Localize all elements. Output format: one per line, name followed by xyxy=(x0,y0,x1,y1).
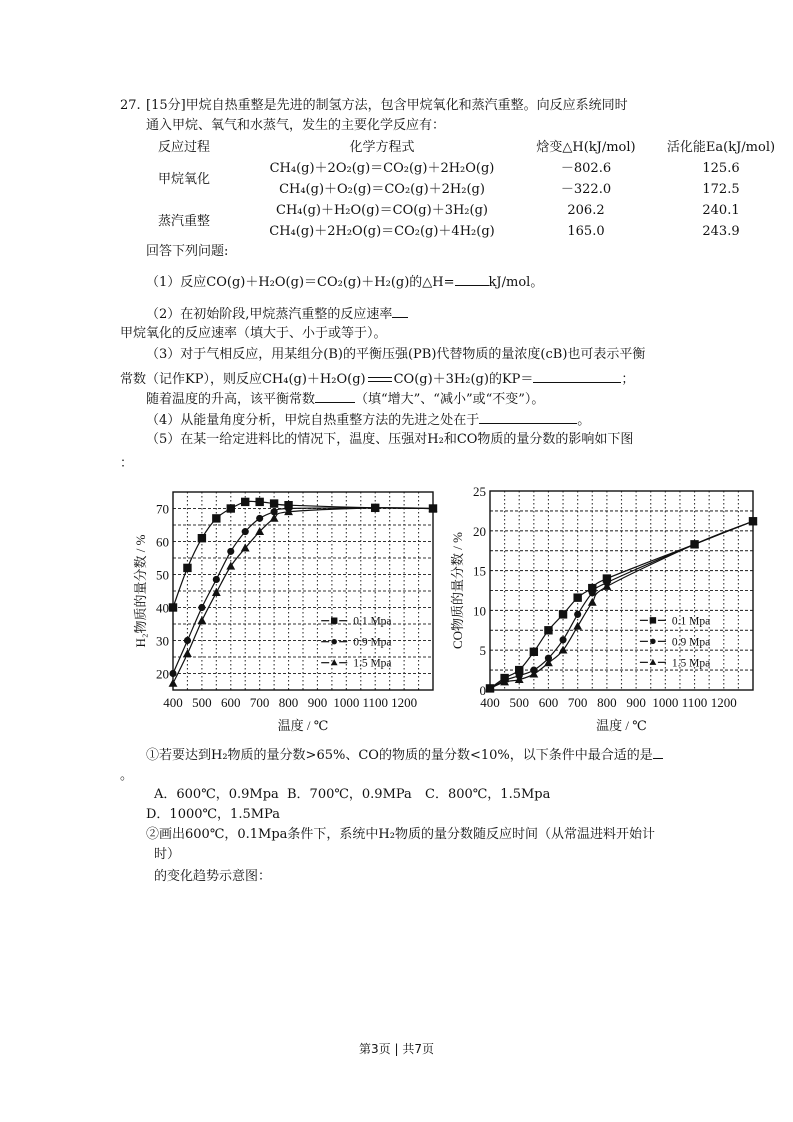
q2-answer-blank[interactable] xyxy=(392,305,408,318)
y-tick-label: 0 xyxy=(479,683,486,698)
y-axis-label: CO物质的量分数 / % xyxy=(450,531,465,650)
x-tick-label: 1000 xyxy=(652,695,679,710)
q4-period: 。 xyxy=(577,413,591,428)
sub-question-2-line1 xyxy=(146,305,408,324)
data-point-circle xyxy=(559,636,566,643)
header-activation: 活化能Ea(kJ/mol) xyxy=(666,140,776,155)
data-point-triangle xyxy=(169,679,178,687)
y-axis-label: H₂物质的量分数 / % xyxy=(133,534,148,648)
data-point-square xyxy=(559,610,567,618)
sub-question-4 xyxy=(146,411,590,430)
data-point-square xyxy=(270,499,278,507)
activation-energy: 243.9 xyxy=(702,224,740,239)
sub1-answer-blank[interactable] xyxy=(653,746,663,759)
sub-question-5-colon: ： xyxy=(120,456,134,471)
process-oxidation: 甲烷氧化 xyxy=(158,171,211,187)
header-process: 反应过程 xyxy=(158,140,211,155)
x-tick-label: 700 xyxy=(249,695,270,710)
sub-question-5-2-line1: ②画出600℃，0.1Mpa条件下，系统中H₂物质的量分数随反应时间（从常温进料开始计 xyxy=(146,827,655,842)
sub-question-3-line2 xyxy=(120,370,634,389)
equilibrium-arrow-icon xyxy=(366,376,394,384)
data-point-triangle xyxy=(212,588,221,596)
enthalpy: －802.6 xyxy=(560,161,612,176)
equation: CH₄(g)＋2O₂(g)＝CO₂(g)＋2H₂O(g) xyxy=(269,161,495,176)
data-point-square xyxy=(212,514,220,522)
question-intro-line2: 通入甲烷、氧气和水蒸气，发生的主要化学反应有： xyxy=(146,118,446,133)
reaction-table xyxy=(148,137,786,242)
data-point-square xyxy=(544,626,552,634)
data-point-circle xyxy=(242,528,249,535)
q4-answer-blank[interactable] xyxy=(479,411,577,424)
x-tick-label: 1200 xyxy=(391,695,418,710)
data-point-triangle xyxy=(183,649,192,657)
legend-label: 0.9 Mpa xyxy=(671,636,711,649)
data-point-triangle xyxy=(588,598,597,606)
data-point-circle xyxy=(256,515,263,522)
x-tick-label: 1100 xyxy=(362,695,388,710)
data-point-circle xyxy=(169,670,176,677)
y-tick-label: 40 xyxy=(156,600,169,616)
y-tick-label: 30 xyxy=(156,633,169,649)
data-point-square xyxy=(183,564,191,572)
equation: CH₄(g)＋H₂O(g)＝CO(g)＋3H₂(g) xyxy=(276,203,488,218)
option-a: A．600℃，0.9Mpa xyxy=(154,787,279,802)
y-tick-label: 70 xyxy=(156,501,169,517)
x-tick-label: 800 xyxy=(597,695,617,710)
q3-text-a: 常数（记作KP），则反应CH₄(g)＋H₂O(g) xyxy=(120,372,366,387)
q1-unit: kJ/mol。 xyxy=(488,275,544,290)
activation-energy: 240.1 xyxy=(702,203,740,218)
legend-label: 0.1 Mpa xyxy=(671,615,711,628)
answer-prompt: 回答下列问题: xyxy=(146,244,229,259)
sub-question-2-line2: 甲烷氧化的反应速率（填大于、小于或等于）。 xyxy=(120,326,387,341)
h2-fraction-chart xyxy=(120,484,450,734)
data-point-square xyxy=(331,618,337,624)
x-tick-label: 1000 xyxy=(333,695,360,710)
activation-energy: 172.5 xyxy=(702,182,740,197)
data-point-circle xyxy=(184,637,191,644)
x-tick-label: 600 xyxy=(221,695,241,710)
sub-question-5-2-line3: 的变化趋势示意图： xyxy=(154,869,272,884)
q3-trend-answer-blank[interactable] xyxy=(315,390,355,403)
enthalpy: 165.0 xyxy=(567,224,605,239)
y-tick-label: 50 xyxy=(156,567,169,583)
equation: CH₄(g)＋2H₂O(g)＝CO₂(g)＋4H₂(g) xyxy=(269,224,495,239)
x-tick-label: 900 xyxy=(626,695,646,710)
x-tick-label: 600 xyxy=(538,695,559,710)
data-point-square xyxy=(169,603,177,611)
header-equation: 化学方程式 xyxy=(349,140,415,155)
data-point-square xyxy=(227,504,235,512)
legend-label: 0.9 Mpa xyxy=(353,636,392,649)
data-point-circle xyxy=(331,639,336,644)
data-point-circle xyxy=(213,576,220,583)
legend-label: 1.5 Mpa xyxy=(353,657,392,670)
sub-question-5: （5）在某一给定进料比的情况下，温度、压强对H₂和CO物质的量分数的影响如下图 xyxy=(146,432,634,447)
x-tick-label: 800 xyxy=(278,695,299,710)
q4-text: （4）从能量角度分析，甲烷自热重整方法的先进之处在于 xyxy=(146,413,480,428)
q3-text-d: （填“增大”、“减小”或“不变”）。 xyxy=(355,392,545,407)
y-tick-label: 15 xyxy=(473,563,486,579)
x-tick-label: 500 xyxy=(192,695,212,710)
data-point-square xyxy=(198,534,206,542)
sub-question-5-2-line2: 时） xyxy=(154,847,181,862)
data-point-square xyxy=(573,593,581,601)
table-row xyxy=(148,158,786,179)
equation: CH₄(g)＋O₂(g)＝CO₂(g)＋2H₂(g) xyxy=(279,182,485,197)
activation-energy: 125.6 xyxy=(702,161,740,176)
q1-answer-blank[interactable] xyxy=(455,273,489,286)
y-tick-label: 60 xyxy=(156,534,169,550)
sub-question-1 xyxy=(146,273,543,292)
q3-text-b: CO(g)＋3H₂(g)的KP＝ xyxy=(393,372,534,387)
y-tick-label: 25 xyxy=(473,484,486,499)
legend-label: 1.5 Mpa xyxy=(671,657,711,670)
data-point-square xyxy=(241,498,249,506)
data-point-circle xyxy=(198,604,205,611)
x-tick-label: 700 xyxy=(567,695,588,710)
q2-text: （2）在初始阶段,甲烷蒸汽重整的反应速率 xyxy=(146,307,393,322)
option-b: B．700℃，0.9MPa xyxy=(287,787,412,802)
question-intro-line1: [15分]甲烷自热重整是先进的制氢方法，包含甲烷氧化和蒸汽重整。向反应系统同时 xyxy=(146,98,628,113)
x-tick-label: 1100 xyxy=(681,695,708,710)
sub1-period: 。 xyxy=(120,768,134,783)
data-point-circle xyxy=(227,548,234,555)
y-tick-label: 10 xyxy=(473,603,486,619)
process-steam-reforming: 蒸汽重整 xyxy=(158,213,211,229)
option-c: C．800℃，1.5Mpa xyxy=(425,787,551,802)
y-tick-label: 20 xyxy=(473,523,486,539)
x-tick-label: 1200 xyxy=(710,695,737,710)
sub-question-3-line1: （3）对于气相反应，用某组分(B)的平衡压强(PB)代替物质的量浓度(cB)也可表示平衡 xyxy=(146,347,646,362)
data-point-triangle xyxy=(197,616,206,624)
x-tick-label: 400 xyxy=(480,695,500,710)
q1-text: （1）反应CO(g)＋H₂O(g)＝CO₂(g)＋H₂(g)的△H= xyxy=(146,275,455,290)
x-tick-label: 900 xyxy=(307,695,328,710)
data-point-square xyxy=(650,617,656,623)
data-point-square xyxy=(530,648,538,656)
option-d: D．1000℃，1.5MPa xyxy=(146,807,280,822)
data-point-circle xyxy=(574,611,581,618)
legend-label: 0.1 Mpa xyxy=(353,615,392,628)
q3-text-c: 随着温度的升高，该平衡常数 xyxy=(146,392,316,407)
enthalpy: －322.0 xyxy=(560,182,612,197)
sub-question-3-line3 xyxy=(146,390,544,409)
data-point-square xyxy=(255,498,263,506)
table-header-row xyxy=(148,137,786,158)
data-point-circle xyxy=(650,639,655,644)
header-enthalpy: 焓变△H(kJ/mol) xyxy=(536,140,636,155)
table-row xyxy=(148,200,786,221)
co-fraction-chart xyxy=(450,484,770,734)
sub1-text: ①若要达到H₂物质的量分数>65%、CO的物质的量分数<10%，以下条件中最合适的是 xyxy=(146,748,653,763)
x-tick-label: 500 xyxy=(509,695,529,710)
sub-question-5-1 xyxy=(146,746,663,765)
x-axis-label: 温度 / ℃ xyxy=(277,718,329,733)
x-tick-label: 400 xyxy=(163,695,183,710)
x-axis-label: 温度 / ℃ xyxy=(596,718,647,733)
q3-semicolon: ； xyxy=(621,372,635,387)
question-number: 27. xyxy=(120,98,141,113)
data-point-triangle xyxy=(573,622,582,630)
y-tick-label: 5 xyxy=(479,643,486,659)
enthalpy: 206.2 xyxy=(567,203,605,218)
page-footer: 第3页 | 共7页 xyxy=(359,1042,434,1056)
q3-kp-answer-blank[interactable] xyxy=(533,370,621,383)
y-tick-label: 20 xyxy=(156,666,169,682)
